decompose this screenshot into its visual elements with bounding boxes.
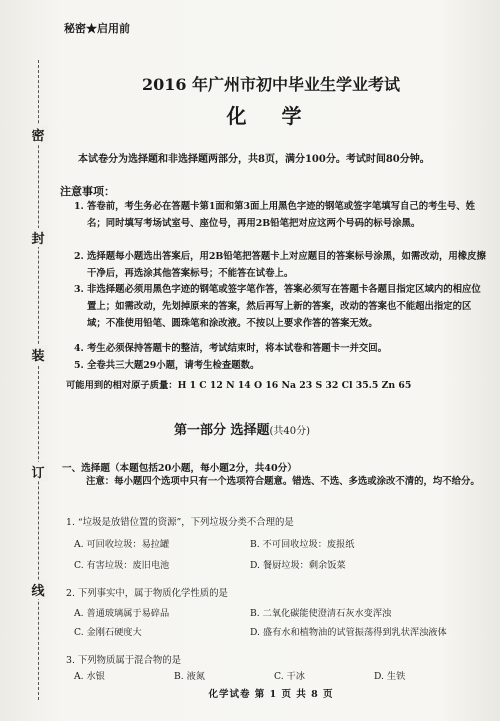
question-option: D. 盛有水和植物油的试管振荡得到乳状浑浊液体 [250, 627, 447, 638]
question-option: C. 干冰 [274, 671, 305, 682]
page-footer: 化学试卷 第 1 页 共 8 页 [208, 689, 334, 700]
note-number: 4. [74, 343, 84, 354]
question-option: A. 普通玻璃属于易碎品 [74, 608, 170, 619]
secret-label: 秘密★启用前 [64, 22, 130, 35]
binding-char-feng: 封 [28, 228, 48, 247]
binding-char-xian: 线 [28, 580, 48, 599]
note-number: 3. [74, 284, 84, 295]
notes-title: 注意事项： [60, 185, 115, 198]
question-option: D. 餐厨垃圾：剩余饭菜 [250, 560, 346, 571]
note-number: 1. [74, 201, 84, 212]
binding-dashed-line [38, 60, 39, 700]
note-item [74, 357, 486, 374]
relative-atomic-masses: 可能用到的相对原子质量：H 1 C 12 N 14 O 16 Na 23 S 32 Cl 35.5 Zn 65 [66, 380, 412, 391]
section-heading: 一、选择题（本题包括20小题，每小题2分，共40分） [62, 463, 297, 474]
question-option: B. 二氧化碳能使澄清石灰水变浑浊 [250, 608, 392, 619]
note-text: 考生必须保持答题卡的整洁，考试结束时，将本试卷和答题卡一并交回。 [87, 343, 388, 354]
question-option: D. 生铁 [374, 671, 406, 682]
question-stem: 1. “垃圾是放错位置的资源”，下列垃圾分类不合理的是 [66, 517, 294, 528]
binding-margin [0, 0, 50, 721]
note-number: 2. [74, 251, 84, 262]
note-text: 全卷共三大题29小题，请考生检查题数。 [87, 360, 260, 371]
question-option: C. 有害垃圾：废旧电池 [74, 560, 170, 571]
part-title-sub: (共40分) [269, 426, 311, 437]
note-item [74, 340, 486, 357]
section-note: 注意：每小题四个选项中只有一个选项符合题意。错选、不选、多选或涂改不清的，均不给分。 [86, 476, 480, 487]
exam-intro: 本试卷分为选择题和非选择题两部分，共8页，满分100分。考试时间80分钟。 [78, 154, 430, 165]
exam-title: 2016 年广州市初中毕业生学业考试 [141, 75, 401, 94]
note-item [74, 248, 486, 282]
part-title [174, 419, 310, 438]
question-option: A. 水银 [74, 671, 105, 682]
question-option: C. 金刚石硬度大 [74, 627, 142, 638]
question-stem: 3. 下列物质属于混合物的是 [66, 655, 182, 666]
note-item [74, 281, 486, 332]
note-item [74, 198, 486, 232]
question-stem: 2. 下列事实中，属于物质化学性质的是 [66, 588, 228, 599]
exam-subject: 化 学 [226, 104, 316, 128]
question-option: B. 不可回收垃圾：废报纸 [250, 539, 355, 550]
binding-char-zhuang: 装 [28, 345, 48, 364]
question-option: A. 可回收垃圾：易拉罐 [74, 539, 170, 550]
question-option: B. 液氮 [174, 671, 205, 682]
binding-char-ding: 订 [28, 462, 48, 481]
note-text: 选择题每小题选出答案后，用2B铅笔把答题卡上对应题目的答案标号涂黑，如需改动，用橡皮擦干净后，再选涂其他答案标号；不能答在试卷上。 [87, 251, 486, 279]
note-number: 5. [74, 360, 84, 371]
note-text: 答卷前，考生务必在答题卡第1面和第3面上用黑色字迹的钢笔或签字笔填写自己的考生号、姓名；同时填写考场试室号、座位号，再用2B铅笔把对应这两个号码的标号涂黑。 [87, 201, 476, 229]
part-title-main: 第一部分 选择题 [174, 423, 270, 438]
binding-char-mi: 密 [28, 125, 48, 144]
note-text: 非选择题必须用黑色字迹的钢笔或签字笔作答，答案必须写在答题卡各题目指定区域内的相应位置上；如需改动，先划掉原来的答案，然后再写上新的答案，改动的答案也不能超出指定的区域；不准使用铅笔、圆珠笔和涂改液。不按以上要求作答的答案无效。 [87, 284, 481, 329]
